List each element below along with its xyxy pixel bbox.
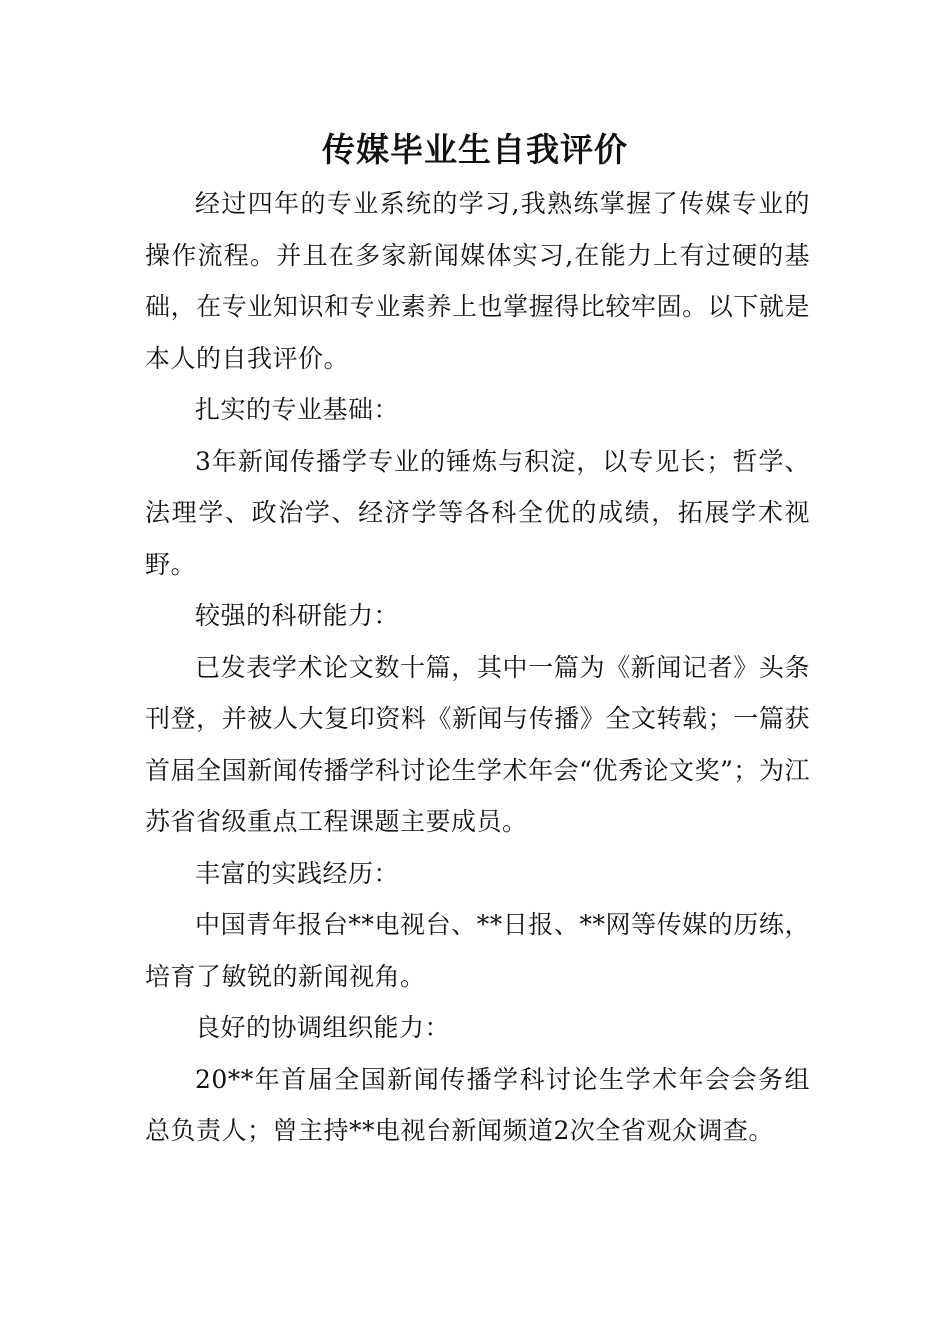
section-heading-foundation: 扎实的专业基础： — [195, 395, 400, 424]
section-heading-organization: 良好的协调组织能力： — [195, 1013, 451, 1042]
intro-paragraph: 经过四年的专业系统的学习,我熟练掌握了传媒专业的操作流程。并且在多家新闻媒体实习,在能力上有过硬的基础，在专业知识和专业素养上也掌握得比较牢固。以下就是本人的自我评价。 — [145, 189, 810, 373]
practice-paragraph: 中国青年报台**电视台、**日报、**网等传媒的历练，培育了敏锐的新闻视角。 — [145, 910, 810, 991]
section-heading-research: 较强的科研能力： — [195, 601, 400, 630]
research-paragraph: 已发表学术论文数十篇，其中一篇为《新闻记者》头条刊登，并被人大复印资料《新闻与传播》全文转载；一篇获首届全国新闻传播学科讨论生学术年会“优秀论文奖”；为江苏省省级重点工程课题主要成员。 — [145, 652, 810, 836]
foundation-paragraph: 3年新闻传播学专业的锤炼与积淀，以专见长；哲学、法理学、政治学、经济学等各科全优的成绩，拓展学术视野。 — [145, 446, 810, 579]
document-title: 传媒毕业生自我评价 — [322, 130, 628, 169]
organization-paragraph: 20**年首届全国新闻传播学科讨论生学术年会会务组总负责人；曾主持**电视台新闻频道2次全省观众调查。 — [145, 1064, 810, 1145]
section-heading-practice: 丰富的实践经历： — [195, 858, 400, 888]
document-body — [145, 178, 810, 1157]
